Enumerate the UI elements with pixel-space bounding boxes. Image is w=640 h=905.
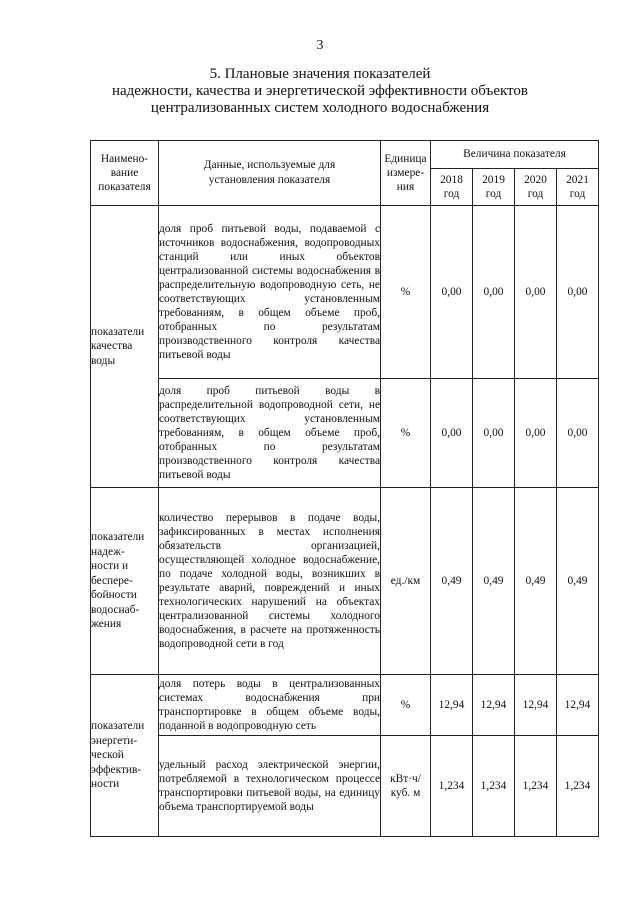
header-indicator-name xyxy=(91,141,159,206)
year-number: 2021 xyxy=(566,174,589,186)
header-row-top xyxy=(91,141,599,169)
group-name-line: водоснаб- xyxy=(91,603,140,616)
value-2020: 0,49 xyxy=(515,488,557,675)
header-year-2019 xyxy=(473,169,515,206)
heading-line-3: централизованных систем холодного водоснабжения xyxy=(150,100,490,116)
indicator-description: доля проб питьевой воды в распределительной водопроводной сети, не соответствующих установленным требованиям, в общем объеме проб, отобранных по результатам производственного контроля качества питьевой воды xyxy=(159,379,381,488)
table-row xyxy=(91,675,599,736)
group-name-reliability xyxy=(91,488,159,675)
value-2021: 12,94 xyxy=(557,675,599,736)
header-name-line: показателя xyxy=(98,181,151,193)
value-2020: 0,00 xyxy=(515,379,557,488)
group-name-line: энергети- xyxy=(91,734,138,747)
value-2021: 1,234 xyxy=(557,736,599,837)
header-data-used xyxy=(159,141,381,206)
unit-cell: % xyxy=(381,206,431,379)
value-2021: 0,00 xyxy=(557,206,599,379)
value-2018: 1,234 xyxy=(431,736,473,837)
table-row xyxy=(91,736,599,837)
group-name-line: показатели xyxy=(91,720,145,733)
header-year-2020 xyxy=(515,169,557,206)
header-name-line: Наимено- xyxy=(100,153,149,165)
unit-cell: ед./км xyxy=(381,488,431,675)
year-number: 2019 xyxy=(482,174,505,186)
indicator-description: доля потерь воды в централизованных системах водоснабжения при транспортировке в общем объеме воды, поданной в водопроводную сеть xyxy=(159,675,381,736)
header-name-line: вание xyxy=(110,167,139,179)
header-unit-line: ния xyxy=(396,181,415,193)
group-name-line: воды xyxy=(91,354,116,367)
heading-line-1: 5. Плановые значения показателей xyxy=(209,66,431,82)
year-suffix: год xyxy=(485,188,502,200)
indicator-description: доля проб питьевой воды, подаваемой с источников водоснабжения, водопроводных станций или иных объектов централизованной системы водоснабжения в распределительную водопроводную сеть, не соответствующих установленным требованиям, в общем объеме проб, отобранных по результатам производственного контроля качества питьевой воды xyxy=(159,206,381,379)
header-unit-line: измере- xyxy=(386,167,425,179)
group-name-line: надеж- xyxy=(91,545,125,558)
value-2020: 1,234 xyxy=(515,736,557,837)
group-name-line: ности и xyxy=(91,560,129,573)
group-name-line: ческой xyxy=(91,749,124,762)
value-2018: 0,00 xyxy=(431,379,473,488)
value-2020: 12,94 xyxy=(515,675,557,736)
group-name-line: показатели xyxy=(91,325,145,338)
value-2019: 1,234 xyxy=(473,736,515,837)
year-number: 2018 xyxy=(440,174,463,186)
value-2020: 0,00 xyxy=(515,206,557,379)
table-row xyxy=(91,379,599,488)
table-row xyxy=(91,206,599,379)
value-2018: 0,49 xyxy=(431,488,473,675)
year-suffix: год xyxy=(443,188,460,200)
group-name-line: бойности xyxy=(91,589,137,602)
header-unit xyxy=(381,141,431,206)
header-data-line: установления показателя xyxy=(208,174,331,186)
unit-cell: % xyxy=(381,675,431,736)
group-name-quality xyxy=(91,206,159,488)
group-name-line: качества xyxy=(91,340,133,353)
value-2018: 0,00 xyxy=(431,206,473,379)
header-value-group: Величина показателя xyxy=(431,141,599,169)
page-number: 3 xyxy=(316,38,324,53)
year-suffix: год xyxy=(527,188,544,200)
value-2018: 12,94 xyxy=(431,675,473,736)
header-unit-line: Единица xyxy=(384,153,427,165)
value-2021: 0,00 xyxy=(557,379,599,488)
group-name-line: беспере- xyxy=(91,574,133,587)
table-row xyxy=(91,488,599,675)
header-year-2021 xyxy=(557,169,599,206)
group-name-line: ности xyxy=(91,778,120,791)
unit-line: кВт·ч/ xyxy=(390,772,421,785)
unit-cell xyxy=(381,736,431,837)
group-name-energy xyxy=(91,675,159,837)
value-2019: 0,00 xyxy=(473,379,515,488)
header-year-2018 xyxy=(431,169,473,206)
indicator-description: удельный расход электрической энергии, потребляемой в технологическом процессе транспортировки питьевой воды, на единицу объема транспортируемой воды xyxy=(159,736,381,837)
group-name-line: показатели xyxy=(91,531,145,544)
value-2021: 0,49 xyxy=(557,488,599,675)
value-2019: 0,00 xyxy=(473,206,515,379)
indicator-description: количество перерывов в подаче воды, зафиксированных в местах исполнения обязательств организацией, осуществляющей холодное водоснабжение, по подаче холодной воды, возникших в результате аварий, повреждений и иных технологических нарушений на объектах централизованной системы холодного водоснабжения, в расчете на протяженность водопроводной сети в год xyxy=(159,488,381,675)
year-suffix: год xyxy=(569,188,586,200)
section-heading xyxy=(60,66,580,117)
year-number: 2020 xyxy=(524,174,547,186)
group-name-line: жения xyxy=(91,618,122,631)
header-data-line: Данные, используемые для xyxy=(203,159,336,171)
indicators-table xyxy=(90,140,599,837)
value-2019: 12,94 xyxy=(473,675,515,736)
heading-line-2: надежности, качества и энергетической эффективности объектов xyxy=(111,83,528,99)
group-name-line: эффектив- xyxy=(91,763,142,776)
value-2019: 0,49 xyxy=(473,488,515,675)
unit-line: куб. м xyxy=(390,787,421,799)
unit-cell: % xyxy=(381,379,431,488)
